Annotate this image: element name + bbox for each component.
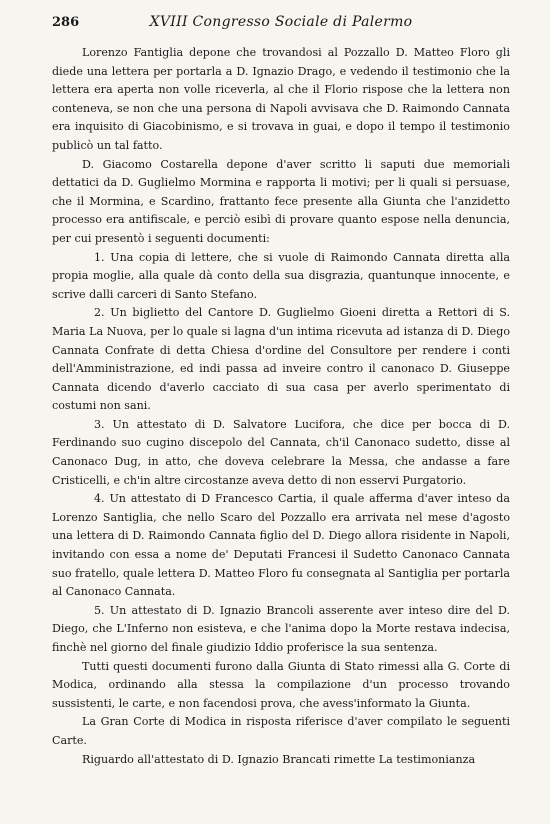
document-list-item: 5. Un attestato di D. Ignazio Brancoli asserente aver inteso dire del D. Diego, che L'Inferno non esisteva, e che l'anima dopo la Morte restava indecisa, finchè nel giorno del finale giudizio Iddio proferisce la sua sentenza.	[52, 603, 510, 654]
paragraph: Lorenzo Fantiglia depone che trovandosi al Pozzallo D. Matteo Floro gli diede una lettera per portarla a D. Ignazio Drago, e vedendo il testimonio che la lettera era aperta non volle riceverla, al che il Florio rispose che la lettera non conteneva, se non che una persona di Napoli avvisava che D. Raimondo Cannata era inquisito di Giacobinismo, e si trovava in guai, e dopo il tempo il testimonio publicò un tal fatto.	[52, 46, 510, 152]
document-list-item: 3. Un attestato di D. Salvatore Lucifora, che dice per bocca di D. Ferdinando suo cugino discepolo del Cannata, ch'il Canonaco sudetto, disse al Canonaco Dug, in atto, che doveva celebrare la Messa, che andasse a fare Cristicelli, e ch'in altre circostanze aveva detto di non esservi Purgatorio.	[52, 417, 510, 487]
running-title: XVIII Congresso Sociale di Palermo	[149, 14, 413, 30]
document-list-item: 1. Una copia di lettere, che si vuole di Raimondo Cannata diretta alla propia moglie, alla quale dà conto della sua disgrazia, quantunque innocente, e scrive dalli carceri di Santo Stefano.	[52, 250, 510, 301]
document-list-item: 2. Un biglietto del Cantore D. Guglielmo Gioeni diretta a Rettori di S. Maria La Nuova, per lo quale si lagna d'un intima ricevuta ad istanza di D. Diego Cannata Confrate di detta Chiesa d'ordine del Consultore per rendere i conti dell'Amministrazione, ed indi passa ad inveire contro il canonaco D. Giuseppe Cannata dicendo d'averlo cacciato di sua casa per averlo sperimentato di costumi non sani.	[52, 306, 510, 413]
page-header	[52, 14, 510, 40]
body-text	[52, 44, 510, 769]
page-number: 286	[52, 15, 80, 30]
paragraph: Riguardo all'attestato di D. Ignazio Brancati rimette La testimonianza	[82, 752, 476, 766]
paragraph: Tutti questi documenti furono dalla Giunta di Stato rimessi alla G. Corte di Modica, ordinando alla stessa la compilazione d'un processo trovando sussistenti, le carte, e non facendosi prova, che avess'informato la Giunta.	[52, 659, 510, 710]
paragraph: La Gran Corte di Modica in risposta riferisce d'aver compilato le seguenti Carte.	[52, 715, 510, 747]
paragraph: D. Giacomo Costarella depone d'aver scritto li saputi due memoriali dettatici da D. Guglielmo Mormina e rapporta li motivi; per li quali si persuase, che il Mormina, e Scardino, frattanto fece presente alla Giunta che l'anzidetto processo era antifiscale, e perciò esibì di provare quanto espose nella denuncia, per cui presentò i seguenti documenti:	[52, 157, 510, 245]
document-list-item: 4. Un attestato di D Francesco Cartia, il quale afferma d'aver inteso da Lorenzo Santiglia, che nello Scaro del Pozzallo era arrivata nel mese d'agosto una lettera di D. Raimondo Cannata figlio del D. Diego allora risidente in Napoli, invitando con essa a nome de' Deputati Francesi il Sudetto Canonaco Cannata suo fratello, quale lettera D. Matteo Floro fu consegnata al Santiglia per portarla al Canonaco Cannata.	[52, 492, 510, 599]
